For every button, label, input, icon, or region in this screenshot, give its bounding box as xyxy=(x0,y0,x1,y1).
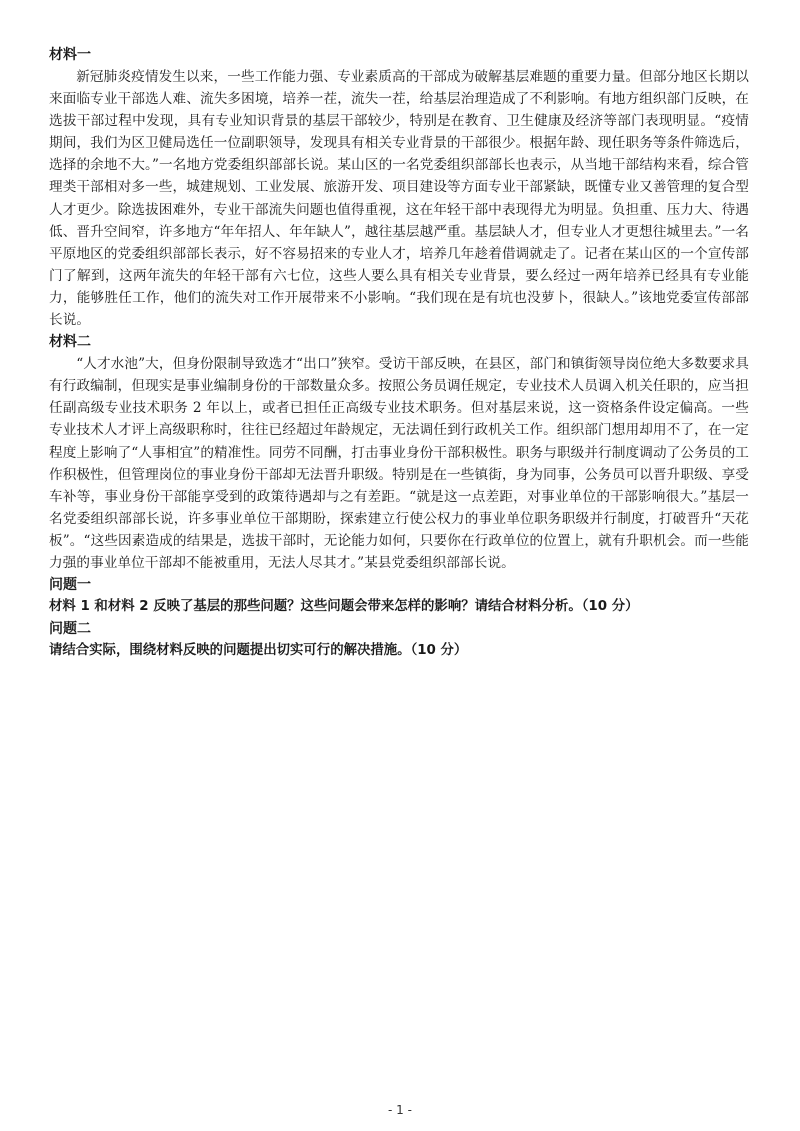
material1-paragraph: 新冠肺炎疫情发生以来，一些工作能力强、专业素质高的干部成为破解基层难题的重要力量。但部分地区长期以来面临专业干部选人难、流失多困境，培养一茬，流失一茬，给基层治理造成了不利影响。有地方组织部门反映，在选拔干部过程中发现，具有专业知识背景的基层干部较少，特别是在教育、卫生健康及经济等部门表现明显。“疫情期间，我们为区卫健局选任一位副职领导，发现具有相关专业背景的干部很少。根据年龄、现任职务等条件筛选后，选择的余地不大。”一名地方党委组织部部长说。某山区的一名党委组织部部长也表示，从当地干部结构来看，综合管理类干部相对多一些，城建规划、工业发展、旅游开发、项目建设等方面专业干部紧缺，既懂专业又善管理的复合型人才更少。除选拔困难外，专业干部流失问题也值得重视，这在年轻干部中表现得尤为明显。负担重、压力大、待遇低、晋升空间窄，许多地方“年年招人、年年缺人”，越往基层越严重。基层缺人才，但专业人才更想往城里去。”一名平原地区的党委组织部部长表示，好不容易招来的专业人才，培养几年趁着借调就走了。记者在某山区的一个宣传部门了解到，这两年流失的年轻干部有六七位，这些人要么具有相关专业背景，要么经过一两年培养已经具有专业能力，能够胜任工作，他们的流失对工作开展带来不小影响。“我们现在是有坑也没萝卜，很缺人。”该地党委宣传部部长说。 xyxy=(49,69,749,329)
question2-text: 请结合实际，围绕材料反映的问题提出切实可行的解决措施。（10 分） xyxy=(49,643,468,659)
material1-heading: 材料一 xyxy=(49,47,91,63)
question1-text: 材料 1 和材料 2 反映了基层的那些问题？这些问题会带来怎样的影响？请结合材料分析。（10 分） xyxy=(49,599,639,615)
document-page xyxy=(49,44,749,662)
question1-heading: 问题一 xyxy=(49,577,91,594)
question2-heading: 问题二 xyxy=(49,621,91,638)
material2-heading: 材料二 xyxy=(49,334,91,351)
material2-paragraph: “人才水池”大，但身份限制导致选才“出口”狭窄。受访干部反映，在县区，部门和镇街领导岗位绝大多数要求具有行政编制，但现实是事业编制身份的干部数量众多。按照公务员调任规定，专业技术人员调入机关任职的，应当担任副高级专业技术职务 2 年以上，或者已担任正高级专业技术职务。但对基层来说，这一资格条件设定偏高。一些专业技术人才评上高级职称时，往往已经超过年龄规定，无法调任到行政机关工作。组织部门想用却用不了，在一定程度上影响了“人事相宜”的精准性。同劳不同酬，打击事业身份干部积极性。职务与职级并行制度调动了公务员的工作积极性，但管理岗位的事业身份干部却无法晋升职级。特别是在一些镇街，身为同事，公务员可以晋升职级、享受车补等，事业身份干部能享受到的政策待遇却与之有差距。“就是这一点差距，对事业单位的干部影响很大。”基层一名党委组织部部长说，许多事业单位干部期盼，探索建立行使公权力的事业单位职务职级并行制度，打破晋升“天花板”。“这些因素造成的结果是，选拔干部时，无论能力如何，只要你在行政单位的位置上，就有升职机会。而一些能力强的事业单位干部却不能被重用，无法人尽其才。”某县党委组织部部长说。 xyxy=(49,356,749,571)
page-number: - 1 - xyxy=(388,1103,412,1117)
